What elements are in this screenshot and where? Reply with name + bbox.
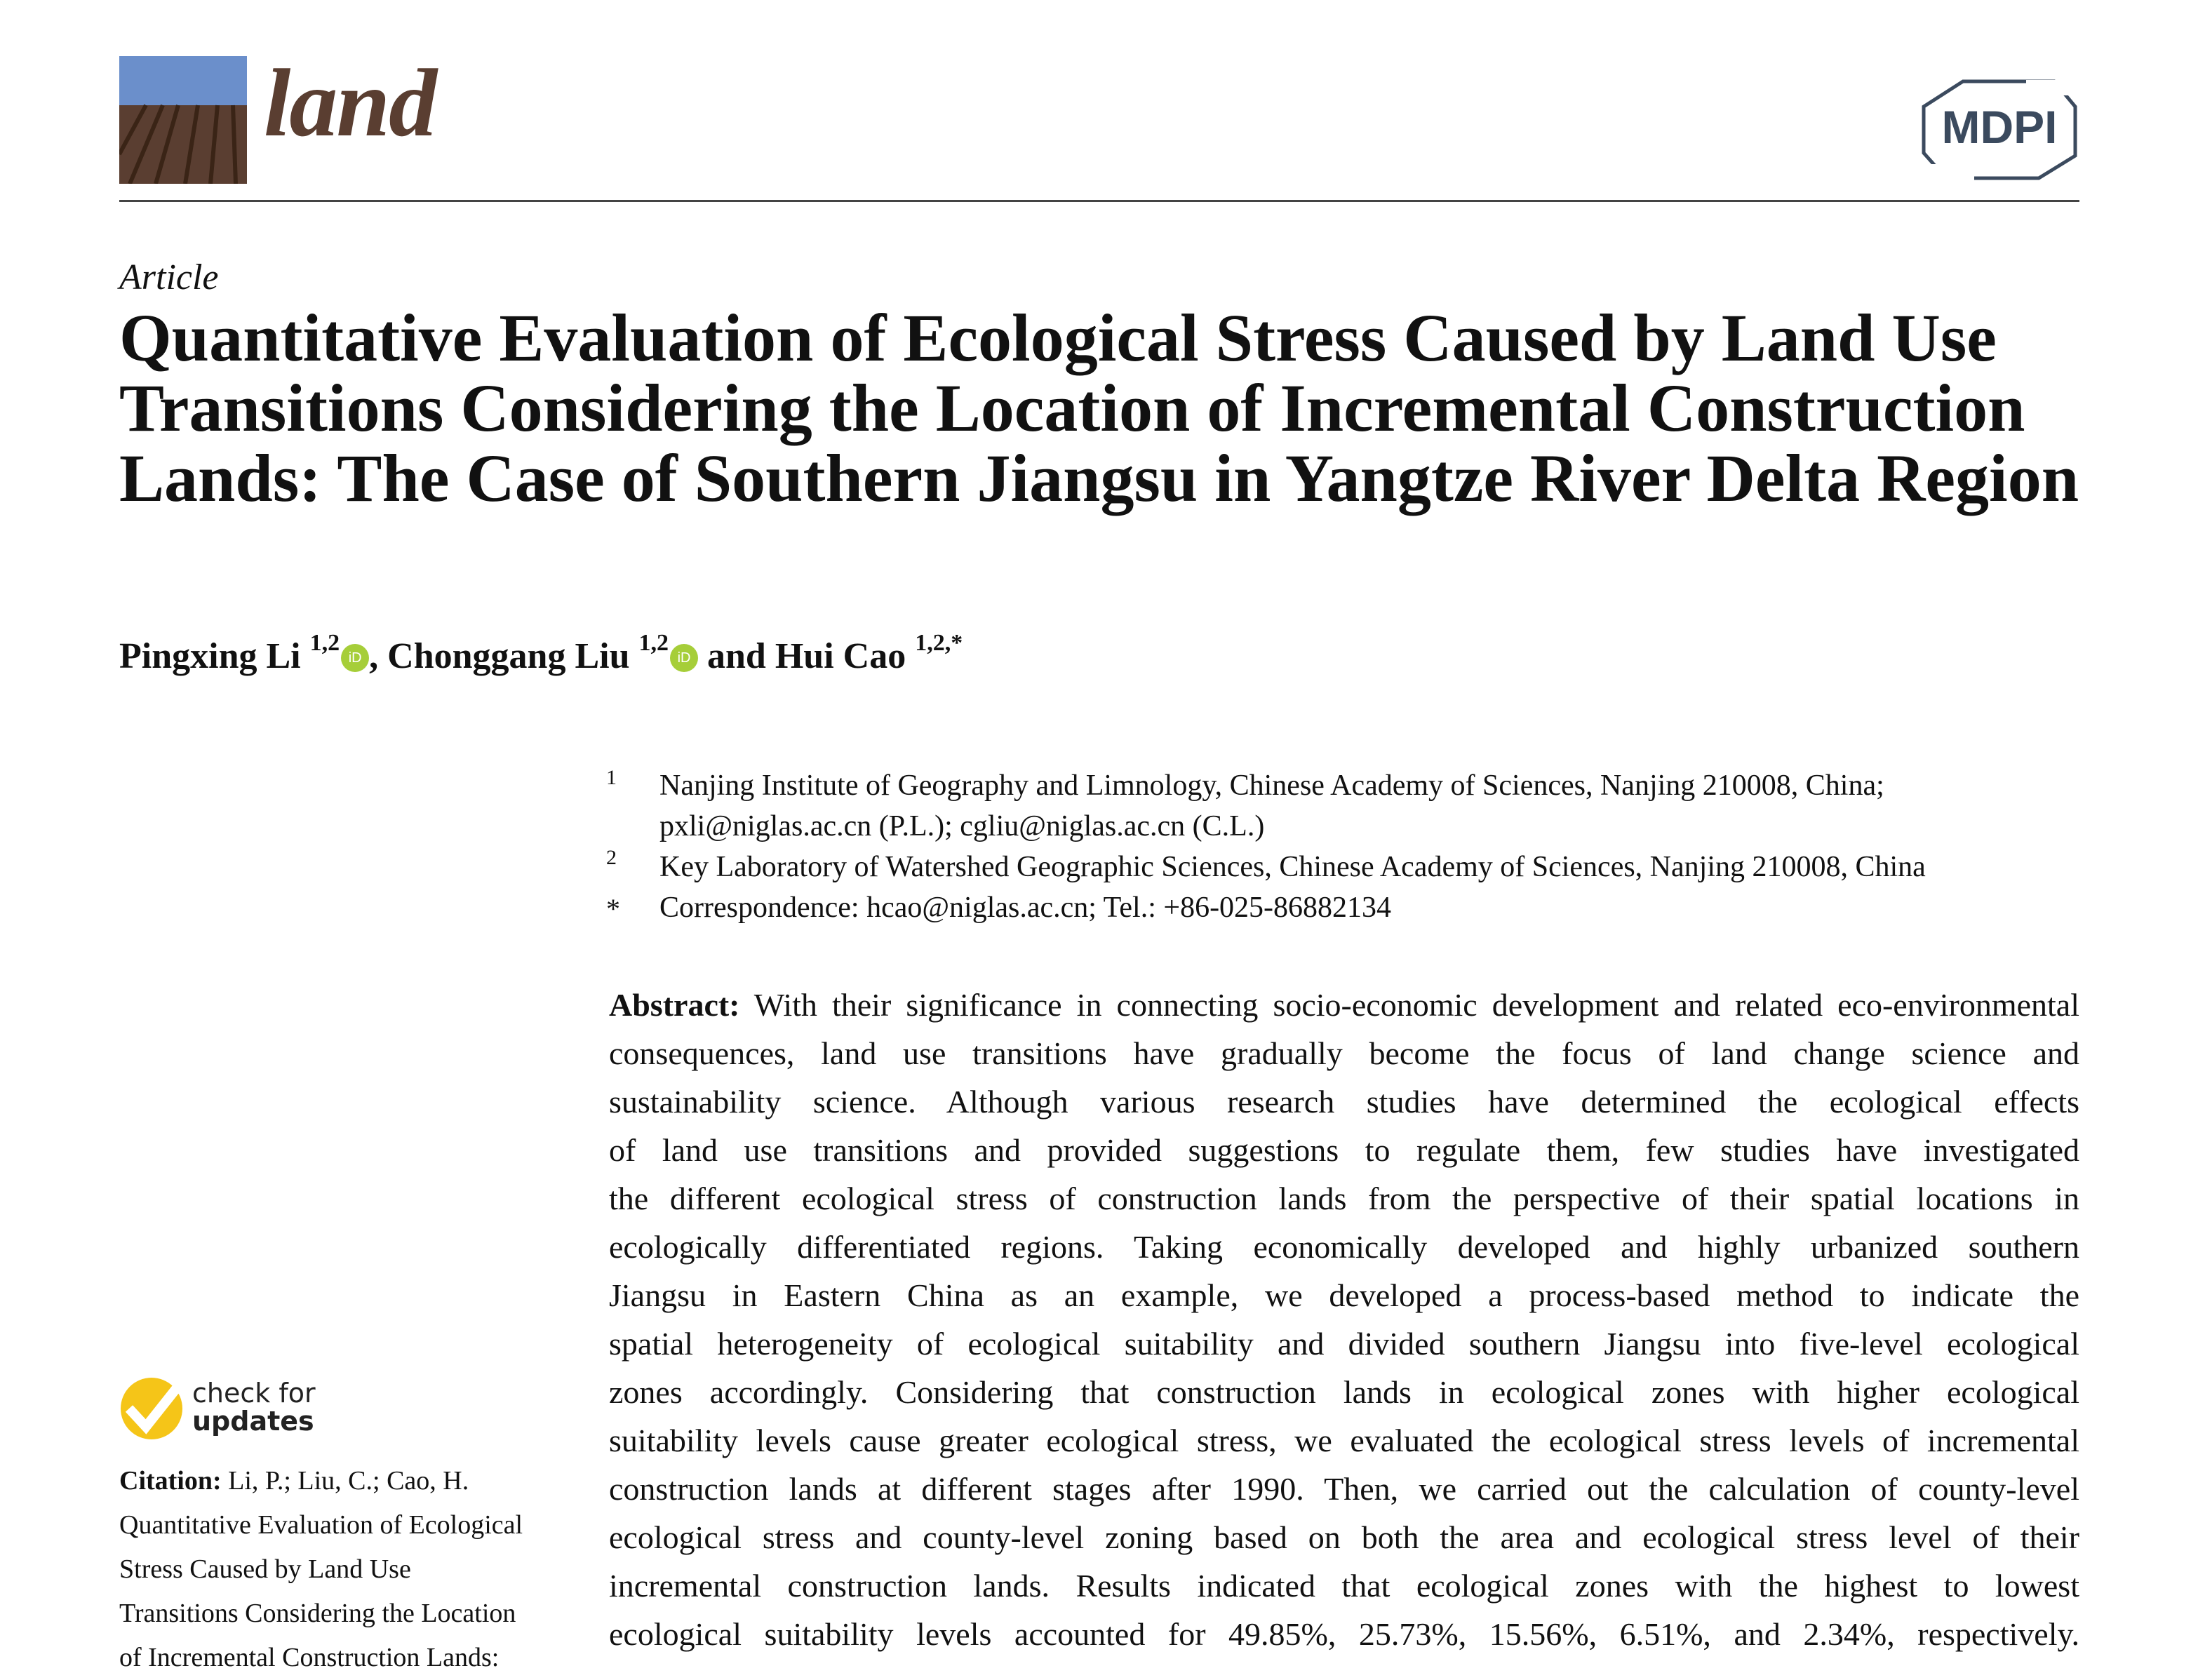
abstract [609, 981, 2079, 1658]
author-affil-sup: 1,2,* [915, 630, 963, 656]
affiliation-line: Key Laboratory of Watershed Geographic Sciences, Chinese Academy of Sciences, Nanjing 210008, China [659, 851, 1926, 883]
journal-logo [119, 56, 247, 184]
check-icon [119, 1376, 184, 1441]
correspondence-mark: * [606, 893, 620, 925]
author-separator: , [369, 636, 388, 676]
abstract-line: the different ecological stress of construction lands from the perspective of their spatial locations in [609, 1181, 2079, 1216]
abstract-line: ecologically differentiated regions. Taking economically developed and highly urbanized southern [609, 1229, 2079, 1265]
header-divider [119, 200, 2079, 202]
mdpi-logo [1921, 79, 2078, 181]
abstract-line: zones accordingly. Considering that construction lands in ecological zones with higher ecological [609, 1374, 2079, 1410]
author-affil-sup: 1,2 [638, 630, 669, 656]
journal-name: land [264, 49, 436, 156]
citation-text: Transitions Considering the Location [119, 1599, 516, 1628]
abstract-line: consequences, land use transitions have gradually become the focus of land change science and [609, 1035, 2079, 1071]
author-name[interactable]: Chonggang Liu [387, 636, 630, 676]
author-name[interactable]: Hui Cao [775, 636, 906, 676]
abstract-line: spatial heterogeneity of ecological suitability and divided southern Jiangsu into five-level ecological [609, 1326, 2079, 1362]
abstract-line [609, 981, 2079, 1029]
author-list [119, 630, 963, 677]
check-for-updates-text[interactable] [192, 1379, 316, 1435]
abstract-line: ecological suitability levels accounted for 49.85%, 25.73%, 15.56%, 6.51%, and 2.34%, respectively. [609, 1616, 2079, 1652]
affiliation-line: pxli@niglas.ac.cn (P.L.); cgliu@niglas.ac.cn (C.L.) [659, 810, 1265, 842]
affiliation-line: Nanjing Institute of Geography and Limnology, Chinese Academy of Sciences, Nanjing 210008, China; [659, 770, 1884, 802]
article-type: Article [119, 257, 219, 297]
abstract-line: ecological stress and county-level zoning based on both the area and ecological stress level of their [609, 1519, 2079, 1555]
paper-title: Quantitative Evaluation of Ecological Stress Caused by Land Use Transitions Considering the Location of Incremental Construction Lands: The Case of Southern Jiangsu in Yangtze River Delta Region [119, 300, 2079, 516]
citation [119, 1459, 568, 1680]
citation-label: Citation: [119, 1466, 222, 1496]
citation-text: Quantitative Evaluation of Ecological [119, 1510, 523, 1540]
abstract-line: of land use transitions and provided suggestions to regulate them, few studies have investigated [609, 1132, 2079, 1168]
affiliation-mark: 2 [606, 846, 617, 869]
citation-text: of Incremental Construction Lands: [119, 1643, 500, 1672]
updates-label: updates [192, 1406, 314, 1437]
author-affil-sup: 1,2 [309, 630, 340, 656]
abstract-line: suitability levels cause greater ecological stress, we evaluated the ecological stress levels of incremental [609, 1423, 2079, 1458]
check-for-label: check for [192, 1378, 316, 1409]
author-separator: and [698, 636, 775, 676]
correspondence-line: Correspondence: hcao@niglas.ac.cn; Tel.: +86-025-86882134 [659, 892, 1392, 924]
abstract-label: Abstract: [609, 987, 740, 1023]
abstract-line: construction lands at different stages after 1990. Then, we carried out the calculation of county-level [609, 1471, 2079, 1507]
mdpi-logo-text: MDPI [1941, 101, 2058, 153]
abstract-line: Jiangsu in Eastern China as an example, we developed a process-based method to indicate the [609, 1277, 2079, 1313]
affiliation-mark: 1 [606, 766, 617, 789]
abstract-line: sustainability science. Although various research studies have determined the ecological effects [609, 1084, 2079, 1120]
citation-text: Stress Caused by Land Use [119, 1554, 411, 1584]
citation-text: Li, P.; Liu, C.; Cao, H. [221, 1466, 469, 1496]
orcid-icon[interactable]: iD [670, 644, 698, 672]
abstract-line: incremental construction lands. Results indicated that ecological zones with the highest to lowest [609, 1568, 2079, 1604]
abstract-text: With their significance in connecting socio-economic development and related eco-environmental [753, 987, 2080, 1023]
check-for-updates-badge[interactable] [119, 1376, 184, 1444]
author-name[interactable]: Pingxing Li [119, 636, 301, 676]
orcid-icon[interactable]: iD [341, 644, 369, 672]
